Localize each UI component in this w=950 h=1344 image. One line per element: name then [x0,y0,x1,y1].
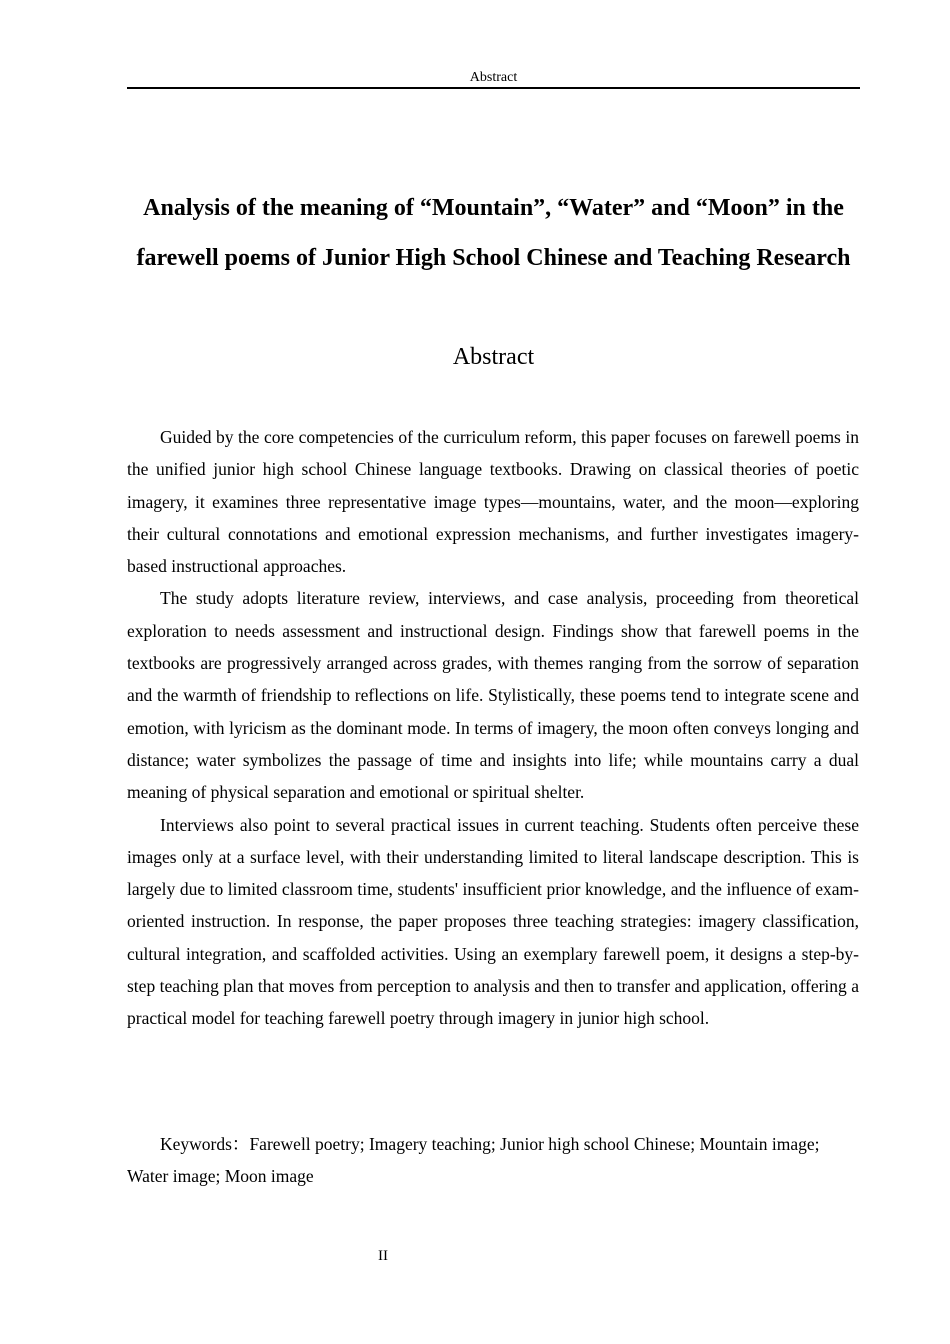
page-number: II [378,1248,388,1264]
paper-title: Analysis of the meaning of “Mountain”, “Water” and “Moon” in the farewell poems of Junior High School Chinese and Teaching Research [136,195,851,271]
keywords-label: Keywords： [160,1134,250,1154]
keywords-text: Farewell poetry; Imagery teaching; Junior high school Chinese; Mountain image; Water image; Moon image [127,1134,820,1187]
abstract-paragraph-2: The study adopts literature review, interviews, and case analysis, proceeding from theoretical exploration to needs assessment and instructional design. Findings show that farewell poems in the textbooks are progressively arranged across grades, with themes ranging from the sorrow of separation and the warmth of friendship to reflections on life. Stylistically, these poems tend to integrate scene and emotion, with lyricism as the dominant mode. In terms of imagery, the moon often conveys longing and distance; water symbolizes the passage of time and insights into life; while mountains carry a dual meaning of physical separation and emotional or spiritual shelter. [127,588,859,803]
header-rule [127,87,860,89]
abstract-paragraph-3: Interviews also point to several practical issues in current teaching. Students often perceive these images only at a surface level, with their understanding limited to literal landscape description. This is largely due to limited classroom time, students' insufficient prior knowledge, and the influence of exam-oriented instruction. In response, the paper proposes three teaching strategies: imagery classification, cultural integration, and scaffolded activities. Using an exemplary farewell poem, it designs a step-by-step teaching plan that moves from perception to analysis and then to transfer and application, offering a practical model for teaching farewell poetry through imagery in junior high school. [127,814,859,1029]
abstract-paragraph-1: Guided by the core competencies of the curriculum reform, this paper focuses on farewell poems in the unified junior high school Chinese language textbooks. Drawing on classical theories of poetic imagery, it examines three representative image types—mountains, water, and the moon—exploring their cultural connotations and emotional expression mechanisms, and further investigates imagery-based instructional approaches. [127,427,859,577]
running-head: Abstract [469,70,518,85]
keywords [127,1128,827,1193]
abstract-heading: Abstract [452,344,535,370]
abstract-body [127,421,859,1035]
